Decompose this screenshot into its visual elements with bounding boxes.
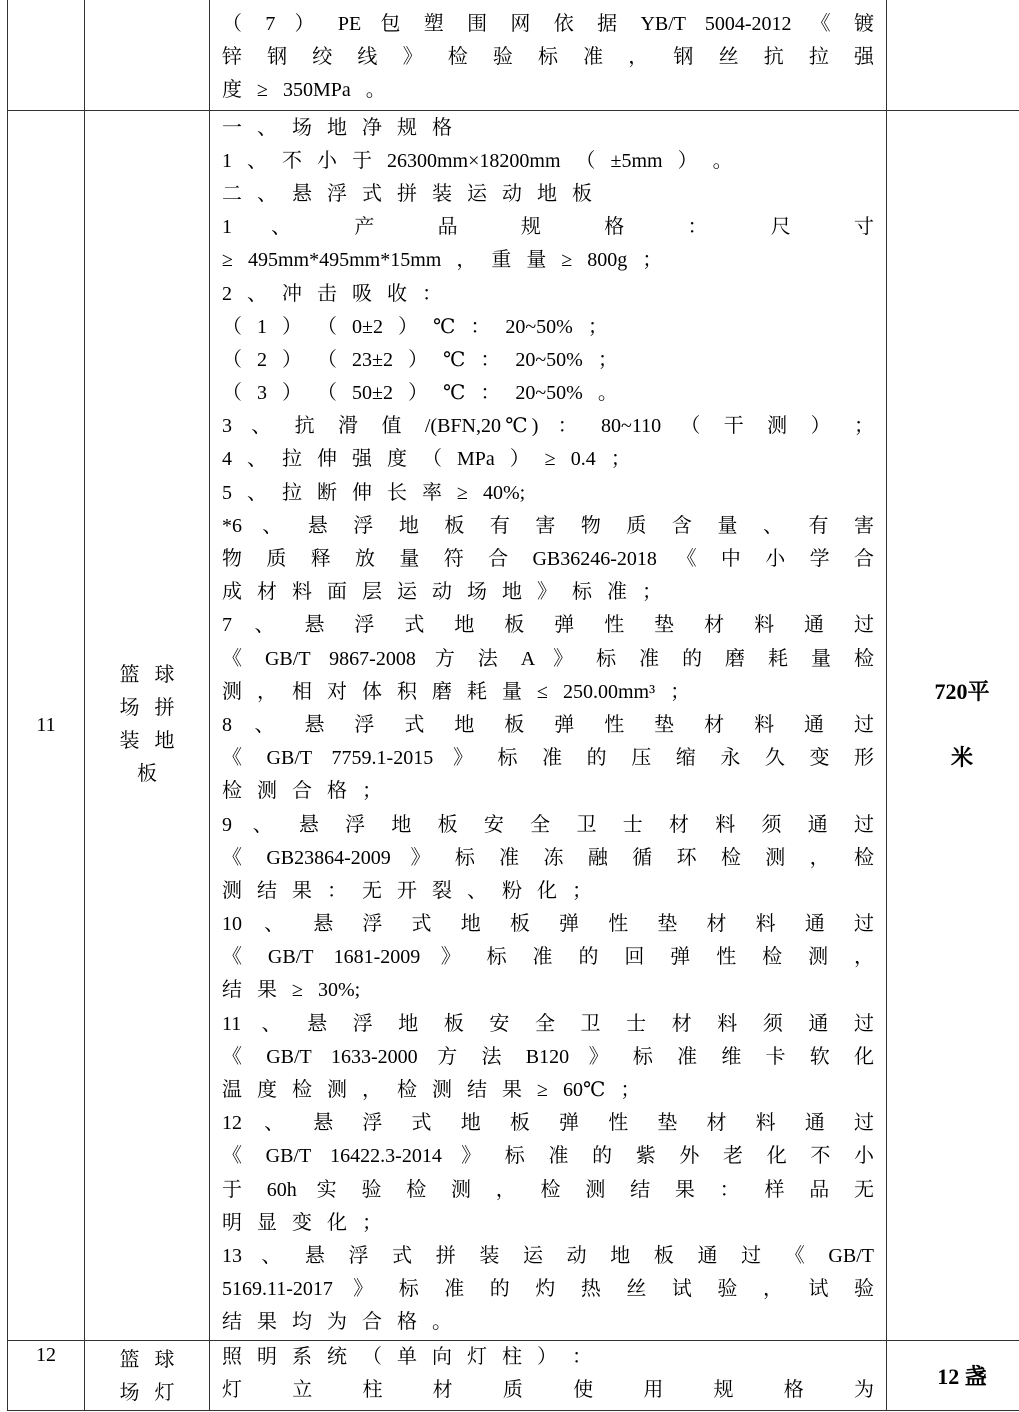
spec-line: 11 、 悬 浮 地 板 安 全 卫 士 材 料 须 通 过 [222,1012,874,1035]
spec-line: （ 1 ） （ 0±2 ） ℃ ： 20~50% ； [222,315,608,338]
spec-line: 《 GB23864-2009 》 标 准 冻 融 循 环 检 测 ， 检 [222,846,874,869]
table-row [8,110,1019,1340]
spec-line: 明 显 变 化 ； [222,1211,382,1234]
item-name-line: 篮 球 [119,1348,175,1371]
spec-cell [210,0,887,110]
item-name-cell [85,110,210,1340]
spec-line: 8 、 悬 浮 式 地 板 弹 性 垫 材 料 通 过 [222,713,874,736]
item-name-line: 篮 球 [119,664,175,687]
spec-line: （ 3 ） （ 50±2 ） ℃ ： 20~50% 。 [222,382,618,405]
quantity-line: 米 [950,745,973,771]
spec-line: 《 GB/T 16422.3-2014 》 标 准 的 紫 外 老 化 不 小 [222,1145,874,1168]
spec-line: 锌 钢 绞 线 》 检 验 标 准 ， 钢 丝 抗 拉 强 [222,46,874,69]
quantity-cell [887,1340,1019,1410]
item-name-cell [85,1340,210,1410]
spec-line: 10 、 悬 浮 式 地 板 弹 性 垫 材 料 通 过 [222,913,874,936]
item-name-line: 板 [137,763,157,786]
spec-line: 结 果 均 为 合 格 。 [222,1311,452,1334]
quantity-cell [887,0,1019,110]
spec-line: 5 、 拉 断 伸 长 率 ≥ 40%; [222,481,526,504]
spec-line: 7 、 悬 浮 式 地 板 弹 性 垫 材 料 通 过 [222,614,874,637]
table-row [8,0,1019,110]
spec-line: 13 、 悬 浮 式 拼 装 运 动 地 板 通 过 《 GB/T [222,1244,874,1267]
spec-line: 照 明 系 统 （ 单 向 灯 柱 ） ： [222,1345,592,1368]
spec-line: 测 结 果 ： 无 开 裂 、 粉 化 ； [222,879,592,902]
item-name-line: 场 灯 [119,1381,175,1404]
item-name-line: 场 拼 [119,697,175,720]
spec-line: 物 质 释 放 量 符 合 GB36246-2018 《 中 小 学 合 [222,548,874,570]
spec-line: 2 、 冲 击 吸 收 ： [222,282,442,305]
spec-line: 温 度 检 测 ， 检 测 结 果 ≥ 60℃ ； [222,1079,641,1101]
item-name-line: 装 地 [119,730,175,753]
spec-line: 《 GB/T 7759.1-2015 》 标 准 的 压 缩 永 久 变 形 [222,747,874,770]
spec-line: 4 、 拉 伸 强 度 （ MPa ） ≥ 0.4 ； [222,448,631,471]
spec-line: 检 测 合 格 ； [222,780,382,803]
spec-cell [210,110,887,1340]
spec-line: 二 、 悬 浮 式 拼 装 运 动 地 板 [222,182,592,205]
spec-line: 成 材 料 面 层 运 动 场 地 》 标 准 ； [222,581,662,604]
spec-line: （ 2 ） （ 23±2 ） ℃ ： 20~50% ； [222,348,618,371]
spec-cell [210,1340,887,1410]
item-number: 12 [36,1343,56,1366]
spec-line: 结 果 ≥ 30%; [222,979,361,1002]
spec-line: 一 、 场 地 净 规 格 [222,116,452,139]
spec-line: （ 7 ） PE 包 塑 围 网 依 据 YB/T 5004-2012 《 镀 [222,13,874,35]
spec-line: 5169.11-2017 》 标 准 的 灼 热 丝 试 验 ， 试 验 [222,1278,874,1301]
specification-table [7,0,1019,1411]
quantity-cell [887,110,1019,1340]
spec-line: 灯 立 柱 材 质 使 用 规 格 为 [222,1378,874,1401]
spec-line: *6 、 悬 浮 地 板 有 害 物 质 含 量 、 有 害 [222,514,874,537]
spec-line: 测 ， 相 对 体 积 磨 耗 量 ≤ 250.00mm³ ； [222,680,691,703]
item-number-cell [8,1340,85,1410]
spec-line: 1 、 不 小 于 26300mm×18200mm （ ±5mm ） 。 [222,149,733,172]
spec-line: 1 、 产 品 规 格 ： 尺 寸 [222,216,874,239]
item-name-cell [85,0,210,110]
quantity-line: 720平 [934,679,990,705]
item-number-cell [8,0,85,110]
table-row [8,1340,1019,1410]
spec-line: ≥ 495mm*495mm*15mm ， 重 量 ≥ 800g ； [222,249,663,272]
spec-line: 12 、 悬 浮 式 地 板 弹 性 垫 材 料 通 过 [222,1112,874,1135]
spec-line: 《 GB/T 1681-2009 》 标 准 的 回 弹 性 检 测 ， [222,946,874,969]
spec-line: 9 、 悬 浮 地 板 安 全 卫 士 材 料 须 通 过 [222,813,874,836]
item-number: 11 [36,713,56,736]
spec-line: 3 、 抗 滑 值 /(BFN,20℃) ： 80~110 （ 干 测 ） ； [222,415,874,438]
spec-line: 《 GB/T 9867-2008 方 法 A 》 标 准 的 磨 耗 量 检 [222,647,874,670]
spec-line: 于 60h 实 验 检 测 ， 检 测 结 果 ： 样 品 无 [222,1178,874,1201]
spec-line: 度 ≥ 350MPa 。 [222,79,386,102]
quantity-line: 12 盏 [937,1363,987,1389]
spec-line: 《 GB/T 1633-2000 方 法 B120 》 标 准 维 卡 软 化 [222,1045,874,1068]
item-number-cell [8,110,85,1340]
